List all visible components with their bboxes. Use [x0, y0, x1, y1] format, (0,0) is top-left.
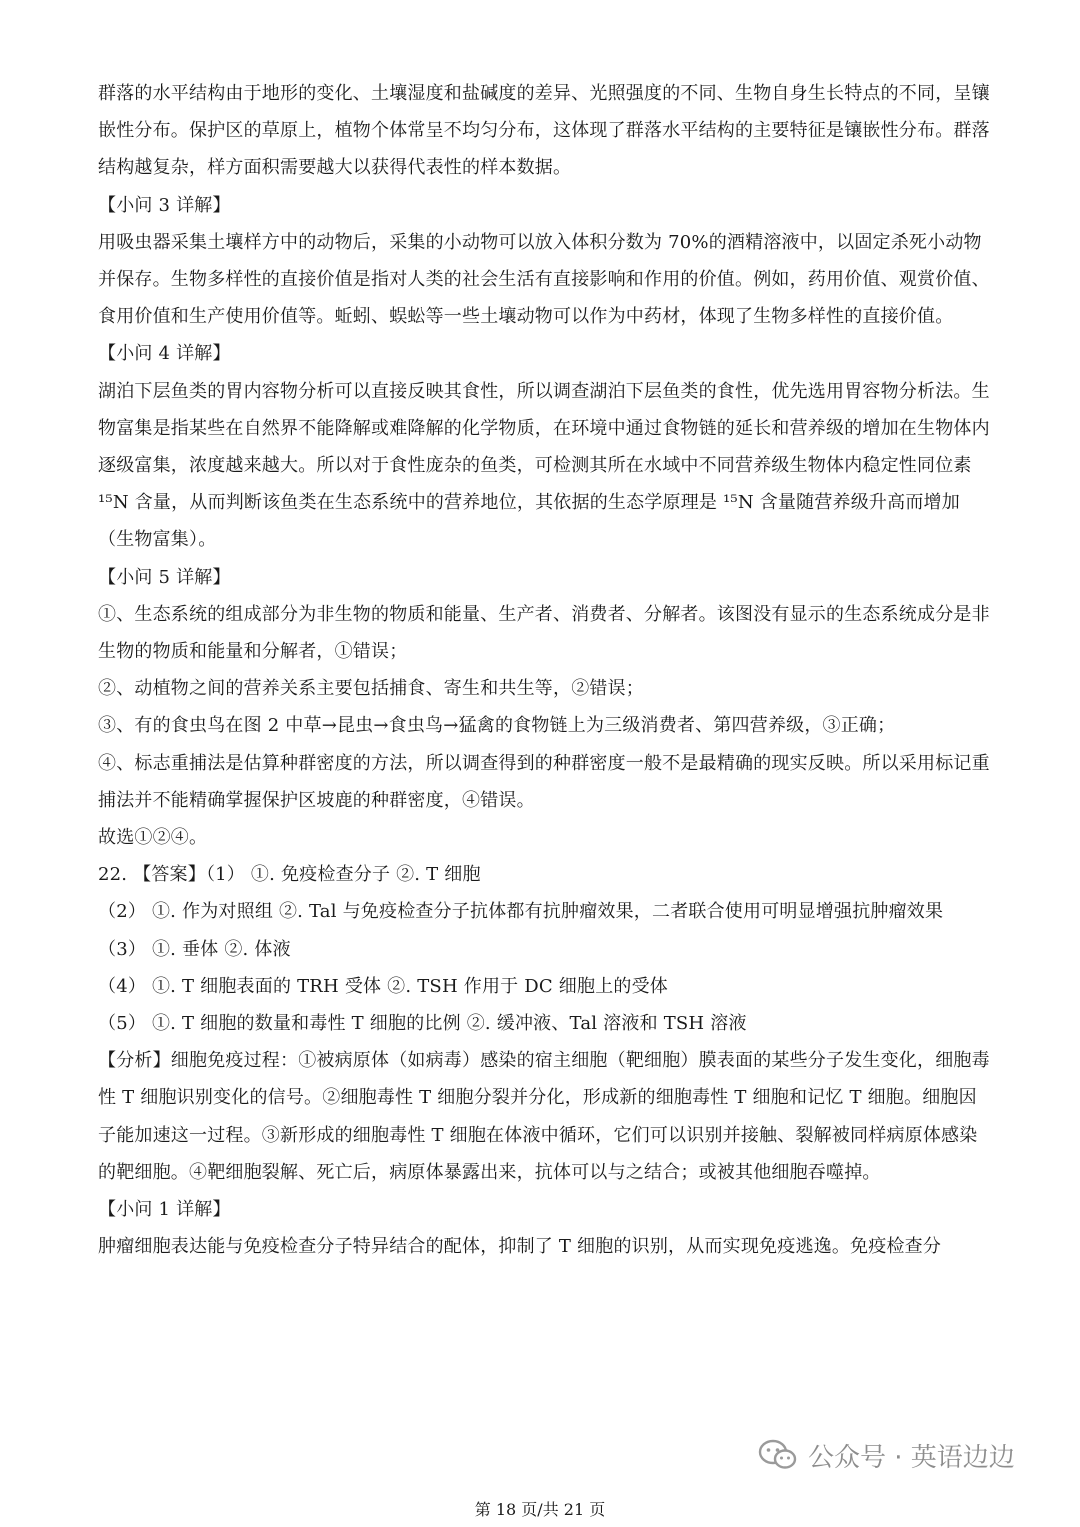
- paragraph-question-1: 肿瘤细胞表达能与免疫检查分子特异结合的配体，抑制了 T 细胞的识别，从而实现免疫逃逸。免疫检查分: [98, 1236, 942, 1258]
- wechat-icon: [758, 1439, 798, 1471]
- document-body: [98, 75, 990, 1266]
- paragraph-horizontal-structure: 群落的水平结构由于地形的变化、土壤湿度和盐碱度的差异、光照强度的不同、生物自身生长特点的不同，呈镶嵌性分布。保护区的草原上，植物个体常呈不均匀分布，这体现了群落水平结构的主要特征是镶嵌性分布。群落结构越复杂，样方面积需要越大以获得代表性的样本数据。: [98, 83, 990, 179]
- answer-22-part-4: （4） ①. T 细胞表面的 TRH 受体 ②. TSH 作用于 DC 细胞上的受体: [98, 975, 669, 997]
- answer-22-part-1: 22. 【答案】（1） ①. 免疫检查分子 ②. T 细胞: [98, 864, 481, 886]
- paragraph-question-4: 湖泊下层鱼类的胃内容物分析可以直接反映其食性，所以调查湖泊下层鱼类的食性，优先选用胃容物分析法。生物富集是指某些在自然界不能降解或难降解的化学物质，在环境中通过食物链的延长和营养级的增加在生物体内逐级富集，浓度越来越大。所以对于食性庞杂的鱼类，可检测其所在水域中不同营养级生物体内稳定性同位素 ¹⁵N 含量，从而判断该鱼类在生态系统中的营养地位，其依据的生态学原理是 ¹⁵N 含量随营养级升高而增加（生物富集）。: [98, 380, 990, 551]
- heading-question-5: 【小问 5 详解】: [98, 566, 231, 588]
- answer-22-part-2: （2） ①. 作为对照组 ②. Tal 与免疫检查分子抗体都有抗肿瘤效果，二者联合使用可明显增强抗肿瘤效果: [98, 901, 944, 923]
- paragraph-analysis: 【分析】细胞免疫过程：①被病原体（如病毒）感染的宿主细胞（靶细胞）膜表面的某些分子发生变化，细胞毒性 T 细胞识别变化的信号。②细胞毒性 T 细胞分裂并分化，形成新的细胞毒性 T 细胞和记忆 T 细胞。细胞因子能加速这一过程。③新形成的细胞毒性 T 细胞在体液中循环，它们可以识别并接触、裂解被同样病原体感染的靶细胞。④靶细胞裂解、死亡后，病原体暴露出来，抗体可以与之结合；或被其他细胞吞噬掉。: [98, 1050, 990, 1183]
- page-footer: 第 18 页/共 21 页: [474, 1500, 606, 1519]
- paragraph-option-2: ②、动植物之间的营养关系主要包括捕食、寄生和共生等，②错误；: [98, 678, 644, 700]
- heading-question-3: 【小问 3 详解】: [98, 194, 231, 216]
- paragraph-question-3: 用吸虫器采集土壤样方中的动物后，采集的小动物可以放入体积分数为 70%的酒精溶液中，以固定杀死小动物并保存。生物多样性的直接价值是指对人类的社会生活有直接影响和作用的价值。例如，药用价值、观赏价值、食用价值和生产使用价值等。蚯蚓、蜈蚣等一些土壤动物可以作为中药材，体现了生物多样性的直接价值。: [98, 231, 990, 328]
- watermark-text: 公众号 · 英语边边: [808, 1442, 1015, 1473]
- paragraph-choice: 故选①②④。: [98, 827, 208, 849]
- watermark: [758, 1433, 1015, 1477]
- heading-question-1: 【小问 1 详解】: [98, 1199, 231, 1221]
- answer-22-part-5: （5） ①. T 细胞的数量和毒性 T 细胞的比例 ②. 缓冲液、Tal 溶液和 TSH 溶液: [98, 1013, 747, 1035]
- answer-22-part-3: （3） ①. 垂体 ②. 体液: [98, 938, 291, 960]
- paragraph-option-4: ④、标志重捕法是估算种群密度的方法，所以调查得到的种群密度一般不是最精确的现实反映。所以采用标记重捕法并不能精确掌握保护区坡鹿的种群密度，④错误。: [98, 752, 990, 811]
- heading-question-4: 【小问 4 详解】: [98, 343, 231, 365]
- paragraph-option-3: ③、有的食虫鸟在图 2 中草→昆虫→食虫鸟→猛禽的食物链上为三级消费者、第四营养级，③正确；: [98, 715, 896, 737]
- paragraph-option-1: ①、生态系统的组成部分为非生物的物质和能量、生产者、消费者、分解者。该图没有显示的生态系统成分是非生物的物质和能量和分解者，①错误；: [98, 603, 990, 663]
